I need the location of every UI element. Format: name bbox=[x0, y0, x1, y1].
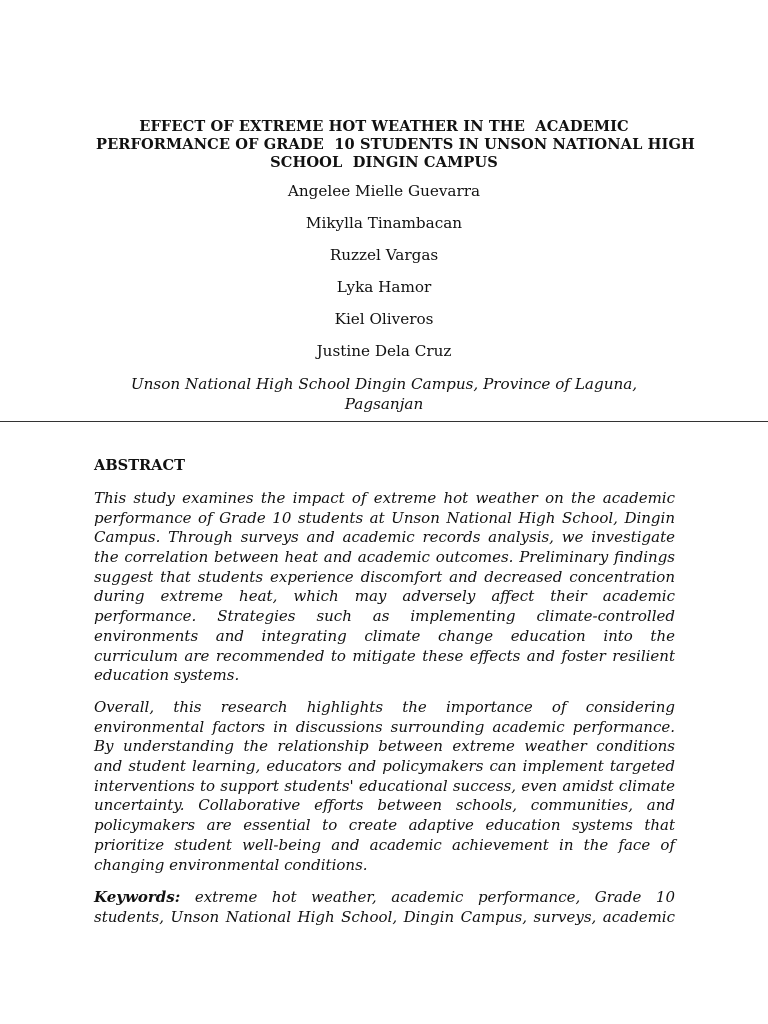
abstract-paragraph-2 bbox=[94, 698, 675, 875]
text-line: curriculum are recommended to mitigate these effects and foster resilient bbox=[94, 646, 675, 665]
text-line: This study examines the impact of extreme hot weather on the academic bbox=[94, 489, 675, 507]
affiliation-line: Unson National High School Dingin Campus, Province of Laguna, bbox=[130, 375, 638, 393]
affiliation-line: Pagsanjan bbox=[344, 395, 424, 413]
keywords-label: Keywords: bbox=[94, 888, 181, 906]
author-name: Mikylla Tinambacan bbox=[305, 214, 463, 232]
section-divider bbox=[0, 421, 768, 422]
title-line: PERFORMANCE OF GRADE 10 STUDENTS IN UNSON NATIONAL HIGH bbox=[96, 136, 695, 153]
author-name: Justine Dela Cruz bbox=[316, 342, 452, 360]
keywords-text: extreme hot weather, academic performance, Grade 10 bbox=[194, 888, 675, 906]
text-line: changing environmental conditions. bbox=[94, 855, 368, 874]
text-line: students, Unson National High School, Dingin Campus, surveys, academic bbox=[94, 907, 675, 926]
text-line: performance. Strategies such as implementing climate-controlled bbox=[94, 607, 675, 626]
text-line: performance of Grade 10 students at Unson National High School, Dingin bbox=[94, 508, 675, 527]
text-line: By understanding the relationship between extreme weather conditions bbox=[94, 737, 675, 756]
author-name: Kiel Oliveros bbox=[334, 310, 434, 328]
text-line: uncertainty. Collaborative efforts between schools, communities, and bbox=[94, 796, 675, 815]
text-line: prioritize student well-being and academic achievement in the face of bbox=[94, 835, 675, 854]
author-list bbox=[96, 180, 672, 372]
text-line: Overall, this research highlights the importance of considering bbox=[94, 698, 675, 716]
text-line: interventions to support students' educational success, even amidst climate bbox=[94, 776, 675, 795]
author-name: Ruzzel Vargas bbox=[329, 246, 439, 264]
title-line: SCHOOL DINGIN CAMPUS bbox=[270, 154, 498, 171]
text-line bbox=[94, 888, 675, 908]
text-line: Campus. Through surveys and academic records analysis, we investigate bbox=[94, 528, 675, 547]
abstract-paragraph-1 bbox=[94, 489, 675, 686]
text-line: and student learning, educators and policymakers can implement targeted bbox=[94, 757, 675, 776]
author-name: Angelee Mielle Guevarra bbox=[287, 182, 481, 200]
text-line: suggest that students experience discomfort and decreased concentration bbox=[94, 567, 675, 586]
affiliation bbox=[96, 374, 672, 414]
text-line: during extreme heat, which may adversely affect their academic bbox=[94, 587, 675, 606]
title-line: EFFECT OF EXTREME HOT WEATHER IN THE ACADEMIC bbox=[139, 118, 629, 135]
abstract-heading: ABSTRACT bbox=[94, 457, 185, 474]
author-name: Lyka Hamor bbox=[336, 278, 432, 296]
text-line: policymakers are essential to create adaptive education systems that bbox=[94, 816, 675, 835]
paper-title bbox=[96, 118, 695, 172]
text-line: environments and integrating climate change education into the bbox=[94, 626, 675, 645]
keywords-paragraph bbox=[94, 888, 675, 927]
text-line: education systems. bbox=[94, 666, 240, 685]
text-line: environmental factors in discussions surrounding academic performance. bbox=[94, 717, 675, 736]
text-line: the correlation between heat and academic outcomes. Preliminary findings bbox=[94, 548, 675, 567]
